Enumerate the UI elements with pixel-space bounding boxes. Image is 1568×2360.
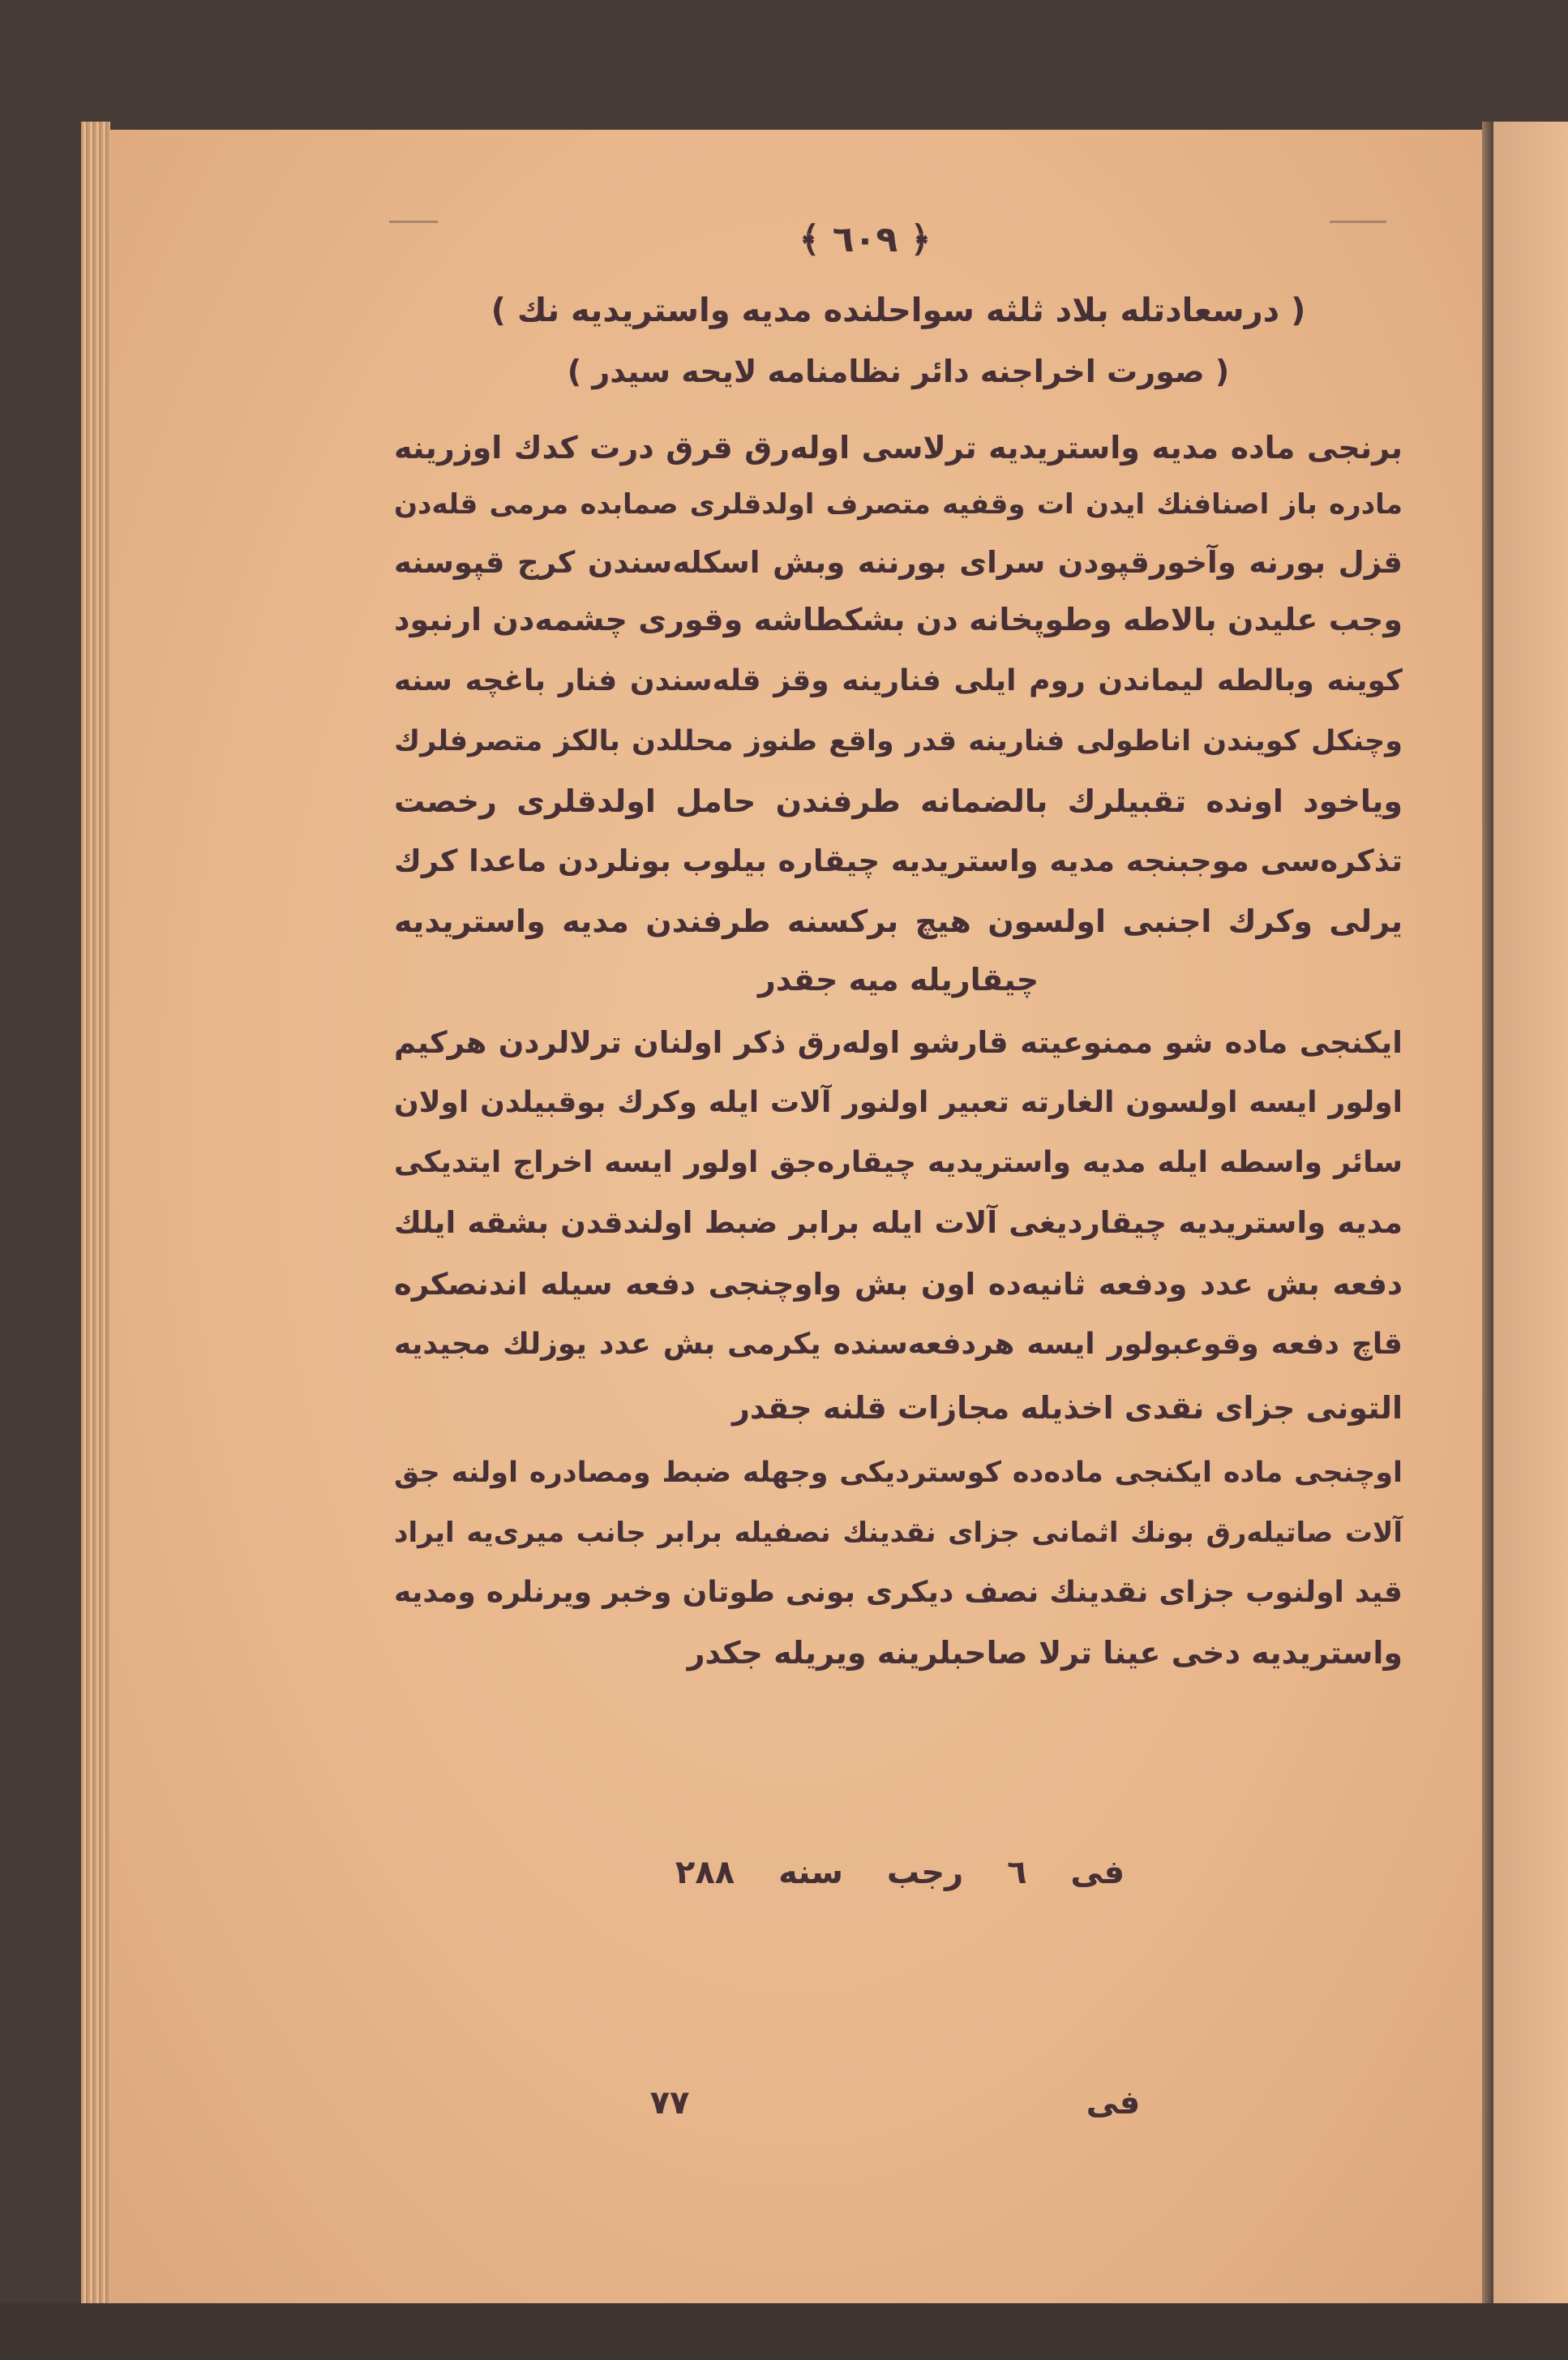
header-rule-left	[389, 221, 438, 223]
body-line: قزل بورنه وآخورقپودن سرای بورننه وبش اسکله‌سندن کرج قپوسنه	[394, 545, 1403, 580]
body-line: چیقاریله میه جقدر	[757, 962, 1039, 998]
body-line: برنجی ماده مدیه واستریدیه ترلاسی اوله‌رق قرق درت کدك اوزرینه	[394, 430, 1403, 466]
page-number: ﴿ ٦٠٩ ﴾	[799, 219, 932, 260]
body-line: اولور ایسه اولسون الغارته تعبیر اولنور آلات ایله وکرك بوقبیلدن اولان	[394, 1086, 1403, 1119]
body-line: وياخود اونده تقبیلرك بالضمانه طرفندن حامل اولدقلری رخصت	[394, 783, 1403, 819]
body-line: اوچنجی ماده ایکنجی ماده‌ده کوستردیکی وجهله ضبط ومصادره اولنه جق	[394, 1457, 1403, 1489]
body-line: سائر واسطه ایله مدیه واستریدیه چیقاره‌جق اولور ایسه اخراج ایتدیکی	[394, 1146, 1403, 1179]
book-spine	[1482, 122, 1493, 2311]
background-bottom	[0, 2303, 1568, 2360]
header-rule-right	[1330, 221, 1386, 223]
adjacent-page	[1493, 122, 1568, 2311]
signature-number: ٧٧	[649, 2084, 690, 2122]
body-line: یرلی وکرك اجنبی اولسون هیچ برکسنه طرفندن مدیه واستریدیه	[394, 903, 1403, 939]
body-line: ایکنجی ماده شو ممنوعیته قارشو اوله‌رق ذکر اولنان ترلالردن هرکیم	[394, 1025, 1403, 1060]
body-line: واستریدیه دخی عینا ترلا صاحبلرینه ویریله جکدر	[687, 1635, 1403, 1671]
title-line-2: ( صورت اخراجنه دائر نظامنامه لایحه سیدر )	[567, 354, 1230, 389]
body-line: التونی جزای نقدی اخذیله مجازات قلنه جقدر	[732, 1390, 1403, 1426]
body-line: وچنکل کویندن اناطولی فنارینه قدر واقع طنوز محللدن بالکز متصرفلرك	[394, 725, 1403, 757]
body-line: آلات صاتیله‌رق بونك اثمانی جزای نقدینك نصفیله برابر جانب میری‌یه ایراد	[394, 1517, 1403, 1549]
body-line: قاچ دفعه وقوعبولور ایسه هردفعه‌سنده یکرمی بش عدد یوزلك مجیدیه	[394, 1328, 1403, 1361]
body-line: مادره باز اصنافنك ایدن ات وقفیه متصرف اولدقلری صمابده مرمی قله‌دن	[394, 488, 1403, 521]
body-line: کوینه وبالطه لیماندن روم ایلی فنارینه وقز قله‌سندن فنار باغچه سنه	[394, 664, 1403, 697]
body-line: مدیه واستریدیه چیقاردیغی آلات ایله برابر ضبط اولندقدن بشقه ایلك	[394, 1205, 1403, 1240]
signature-mark: فی	[1086, 2084, 1141, 2122]
body-line: تذکره‌سی موجبنجه مدیه واستریدیه چیقاره بیلوب بونلردن ماعدا کرك	[394, 843, 1403, 878]
title-line-1: ( درسعادتله بلاد ثلثه سواحلنده مدیه واستریدیه نك )	[491, 292, 1306, 329]
body-line: قید اولنوب جزای نقدینك نصف دیکری بونی طوتان وخبر ویرنلره ومدیه	[394, 1576, 1403, 1609]
body-line: وجب علیدن بالاطه وطوپخانه دن بشکطاشه وقوری چشمه‌دن ارنبود	[394, 602, 1403, 637]
date-line: فی ٦ رجب سنه ٢٨٨	[675, 1854, 1125, 1891]
body-line: دفعه بش عدد ودفعه ثانیه‌ده اون بش واوچنجی دفعه سیله اندنصکره	[394, 1267, 1403, 1302]
page-edges	[81, 122, 110, 2311]
